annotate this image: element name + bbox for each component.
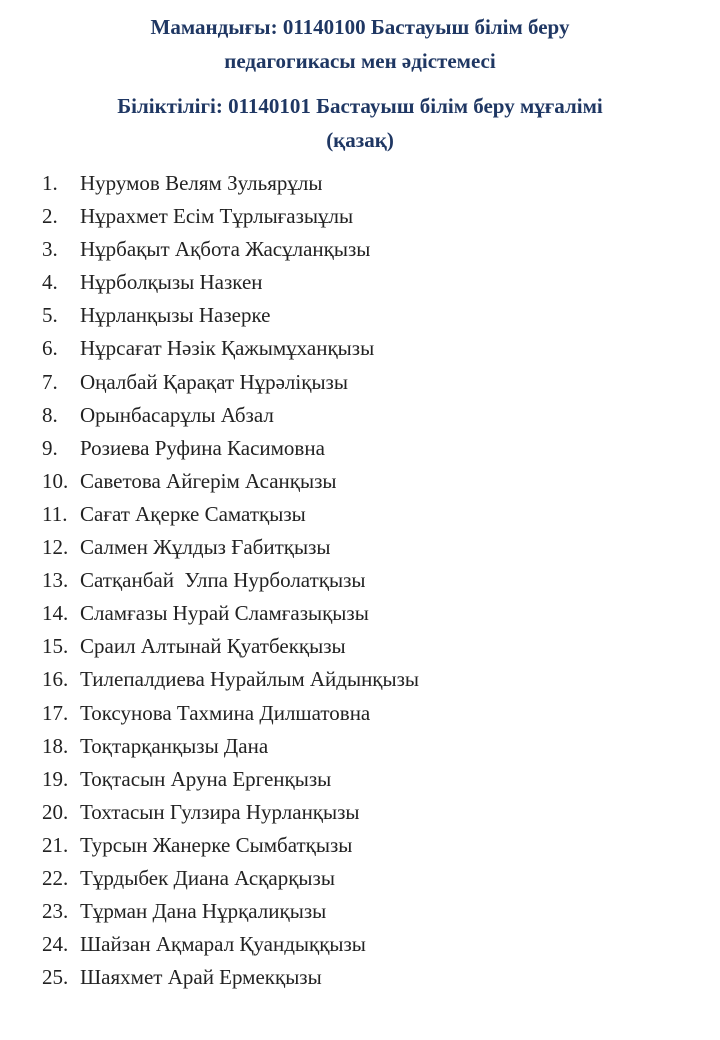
list-item-number: 20. xyxy=(42,799,69,824)
student-name: Оңалбай Қарақат Нұрәліқызы xyxy=(80,369,348,394)
specialty-line-2: педагогикасы мен әдістемесі xyxy=(224,49,496,73)
list-item-number: 22. xyxy=(42,865,69,890)
student-name: Тұрдыбек Диана Асқарқызы xyxy=(80,865,335,890)
qualification-line-2: (қазақ) xyxy=(326,128,394,152)
student-name: Шаяхмет Арай Ермекқызы xyxy=(80,965,322,990)
student-name: Сраил Алтынай Қуатбекқызы xyxy=(80,634,346,659)
list-item-number: 25. xyxy=(42,965,69,990)
student-name: Сағат Ақерке Саматқызы xyxy=(80,501,306,526)
student-name: Нұрланқызы Назерке xyxy=(80,303,271,328)
list-item-number: 13. xyxy=(42,568,69,593)
student-name: Тоқтасын Аруна Ергенқызы xyxy=(80,766,332,791)
list-item-number: 18. xyxy=(42,733,69,758)
list-item-number: 16. xyxy=(42,667,69,692)
student-name: Турсын Жанерке Сымбатқызы xyxy=(80,832,353,857)
qualification-line-1: Біліктілігі: 01140101 Бастауыш білім беру мұғалімі xyxy=(117,94,603,118)
student-name: Шайзан Ақмарал Қуандыққызы xyxy=(80,932,366,957)
student-name: Нұрсағат Нәзік Қажымұханқызы xyxy=(80,336,375,361)
student-name: Нұрбақыт Ақбота Жасұланқызы xyxy=(80,237,371,262)
student-name: Тохтасын Гулзира Нурланқызы xyxy=(80,799,360,824)
student-name: Орынбасарұлы Абзал xyxy=(80,402,274,427)
list-item-number: 23. xyxy=(42,899,69,924)
list-item-number: 12. xyxy=(42,535,69,560)
specialty-heading xyxy=(0,10,720,78)
list-item-number: 9. xyxy=(42,435,58,460)
specialty-line-1: Мамандығы: 01140100 Бастауыш білім беру xyxy=(150,15,570,39)
list-item-number: 15. xyxy=(42,634,69,659)
list-item-number: 3. xyxy=(42,237,58,262)
student-name: Саветова Айгерім Асанқызы xyxy=(80,468,337,493)
list-item-number: 2. xyxy=(42,204,58,229)
list-item-number: 8. xyxy=(42,402,58,427)
student-name: Нұрболқызы Назкен xyxy=(80,270,263,295)
student-name: Нұрахмет Есім Тұрлығазыұлы xyxy=(80,204,354,229)
student-name: Тоқтарқанқызы Дана xyxy=(80,733,269,758)
list-item-number: 11. xyxy=(42,501,68,526)
list-item-number: 4. xyxy=(42,270,58,295)
list-item-number: 24. xyxy=(42,932,69,957)
student-name: Салмен Жұлдыз Ғабитқызы xyxy=(80,535,331,560)
student-name: Розиева Руфина Касимовна xyxy=(80,435,325,460)
list-item-number: 1. xyxy=(42,171,58,195)
student-name: Токсунова Тахмина Дилшатовна xyxy=(80,700,371,725)
student-name: Тилепалдиева Нурайлым Айдынқызы xyxy=(80,667,420,692)
list-item-number: 17. xyxy=(42,700,69,725)
list-item-number: 5. xyxy=(42,303,58,328)
list-item-number: 14. xyxy=(42,601,69,626)
list-item-number: 7. xyxy=(42,369,58,394)
student-name: Сатқанбай Улпа Нурболатқызы xyxy=(80,568,366,593)
qualification-heading xyxy=(0,89,720,157)
student-name: Сламғазы Нурай Сламғазықызы xyxy=(80,601,369,626)
list-item-number: 6. xyxy=(42,336,58,361)
student-name: Нурумов Велям Зульярұлы xyxy=(80,171,323,195)
student-name: Тұрман Дана Нұрқалиқызы xyxy=(80,899,327,924)
list-item-number: 10. xyxy=(42,468,69,493)
list-item-number: 19. xyxy=(42,766,69,791)
list-item-number: 21. xyxy=(42,832,69,857)
